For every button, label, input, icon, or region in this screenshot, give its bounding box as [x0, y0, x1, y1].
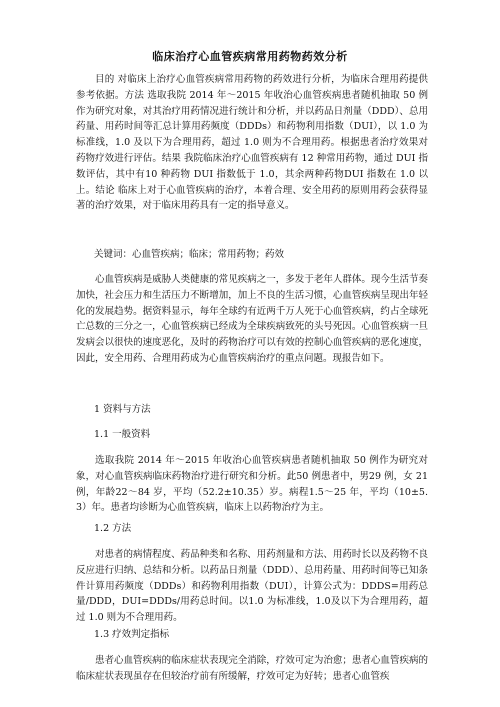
- section-heading-1-2: 1.2 方法: [94, 523, 132, 534]
- section-heading-1-1: 1.1 一般资料: [94, 429, 151, 440]
- intro-paragraph: 心血管疾病是威胁人类健康的常见疾病之一，多发于老年人群体。现今生活节奏加快，社会压力和生活压力不断增加，加上不良的生活习惯，心血管疾病呈现出年轻化的发展趋势。据资料显示，每年全球约有近两千万人死于心血管疾病，约占全球死亡总数的三分之一，心血管疾病已经成为全球疾病致死的头号死因。心血管疾病一旦发病会以很快的速度恶化，及时的药物治疗可以有效的控制心血管疾病的恶化速度，因此，安全用药、合理用药成为心血管疾病治疗的重点问题。现报告如下。: [76, 274, 428, 364]
- section-heading-1-3: 1.3 疗效判定指标: [94, 629, 170, 640]
- general-info-paragraph: 选取我院 2014 年～2015 年收治心血管疾病患者随机抽取 50 例作为研究对象，对心血管疾病临床药物治疗进行研究和分析。此50 例患者中，男29 例，女 21 例，年龄22～84 岁，平均（52.2±10.35）岁。病程1.5～25 年，平均（10±5.3）年。患者均诊断为心血管疾病，临床上以药物治疗为主。: [76, 455, 428, 514]
- abstract-paragraph: 目的 对临床上治疗心血管疾病常用药物的药效进行分析，为临床合理用药提供参考依据。方法 选取我院 2014 年～2015 年收治心血管疾病患者随机抽取 50 例作为研究对象，对其治疗用药情况进行统计和分析，并以药品日剂量（DDD）、总用药量、用药时间等汇总计算用药频度（DDDs）和药物利用指数（DUI），以 1.0 为标准线，1.0 及以下为合理用药，超过 1.0 则为不合理用药。根据患者治疗效果对药物疗效进行评估。结果 我院临床治疗心血管疾病有 12 种常用药物，通过 DUI 指数评估，其中有10 种药物 DUI 指数低于 1.0，其余两种药物DUI 指数在 1.0 以上。结论 临床上对于心血管疾病的治疗，本着合理、安全用药的原则用药会获得显著的治疗效果，对于临床用药具有一定的指导意义。: [76, 74, 428, 212]
- methods-paragraph: 对患者的病情程度、药品种类和名称、用药剂量和方法、用药时长以及药物不良反应进行归纳、总结和分析。以药品日剂量（DDD）、总用药量、用药时间等已知条件计算用药频度（DDDs）和药物利用指数（DUI），计算公式为：DDDS=用药总量/DDD，DUI=DDDs/用药总时间。以1.0 为标准线，1.0及以下为合理用药，超过 1.0 则为不合理用药。: [76, 549, 428, 624]
- keywords-line: 关键词：心血管疾病；临床；常用药物；药效: [94, 249, 285, 260]
- section-heading-1: 1 资料与方法: [94, 404, 151, 415]
- efficacy-paragraph: 患者心血管疾病的临床症状表现完全消除，疗效可定为治愈；患者心血管疾病的临床症状表现虽存在但较治疗前有所缓解，疗效可定为好转；患者心血管疾: [76, 655, 428, 682]
- paper-title: 临床治疗心血管疾病常用药物药效分析: [152, 50, 348, 63]
